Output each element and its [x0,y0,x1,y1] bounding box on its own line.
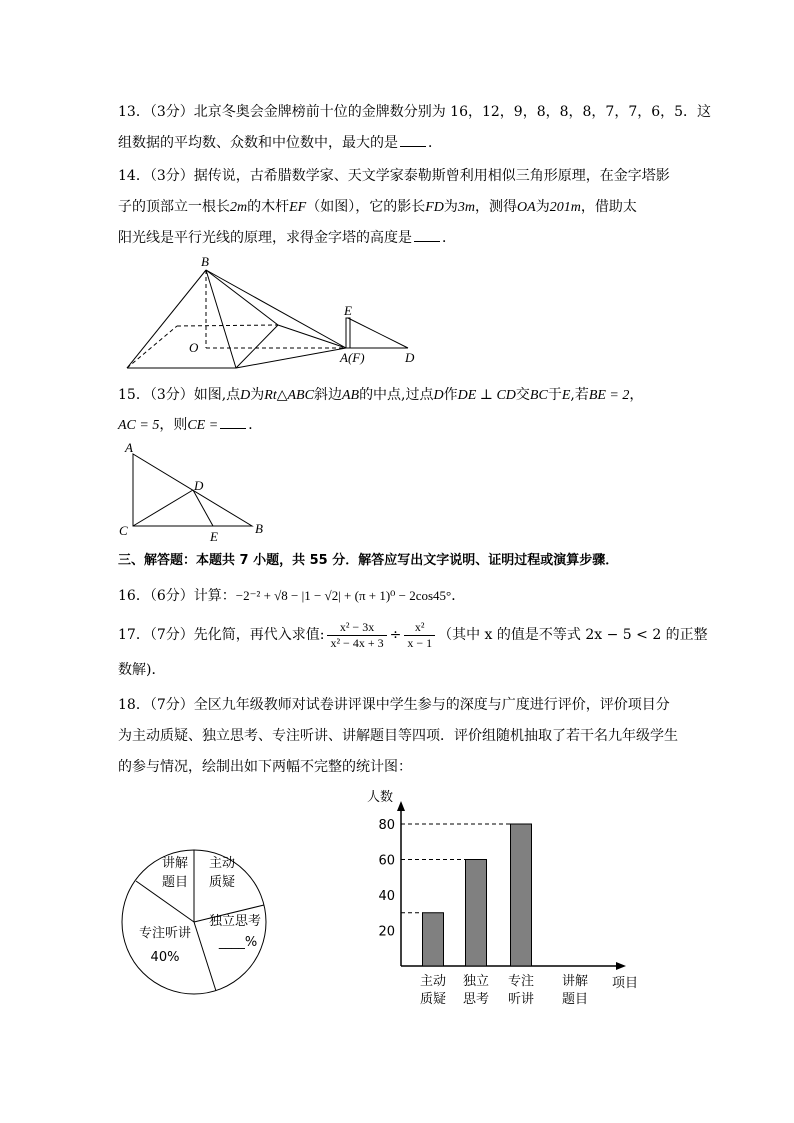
q14-line1: 14．（3分）据传说，古希腊数学家、天文学家泰勒斯曾利用相似三角形原理，在金字塔影 [118,168,670,184]
fig15-label-d: D [194,478,204,493]
pie-label-zhuanzhu-2: 40% [150,950,180,965]
x-tick-label: 讲解 [561,974,589,989]
x-axis-arrow [616,962,626,970]
q15-d2: D [433,388,444,403]
q15-rt: Rt△ABC [264,388,314,403]
q14-text-e: ，测得 [475,199,518,215]
fig15-label-b: B [255,521,263,536]
q14-text-f: 为 [535,199,550,215]
x-tick-label: 质疑 [419,992,447,1007]
q16-end: ． [451,588,466,604]
q17-num1: x² − 3x [327,620,386,636]
pie-label-duli-1: 独立思考 [208,914,262,929]
q16-label: 16．（6分）计算： [118,588,236,604]
pie-label-zhudong-2: 质疑 [208,875,236,890]
q15-ab: AB [341,388,360,403]
q15-bc: BC [529,388,548,403]
q14-ef: EF [289,200,307,215]
q15-text-g: 于 [547,387,562,403]
pie-label-jiangjie-2: 题目 [161,875,189,890]
q16-expression: −2⁻² + √8 − |1 − √2| + (π + 1)⁰ − 2cos45° [235,588,452,603]
q17-num2: x² [404,620,435,636]
q18-line3: 的参与情况，绘制出如下两幅不完整的统计图： [118,759,412,775]
x-tick-label: 题目 [561,992,589,1007]
q14-len-fd: 3m [457,200,476,215]
q14-text-g: ，借助太 [580,199,637,215]
fig14-label-e: E [344,303,352,318]
fig14-label-o: O [189,340,199,355]
q15-e: E [561,388,571,403]
y-tick-label: 20 [378,924,395,940]
q17-line2: 数解)． [118,662,166,678]
q14-text-a: 子的顶部立一根长 [118,199,230,215]
x-tick-label: 听讲 [507,992,535,1007]
q15-text-d: 的中点,过点 [359,387,434,403]
pie-label-duli-2: ____% [218,935,258,950]
q15-cond: DE ⊥ CD [457,388,516,403]
q14-line3-text: 阳光线是平行光线的原理，求得金字塔的高度是 [118,230,412,246]
fig15-label-e: E [210,529,218,544]
y-tick-label: 40 [378,889,395,904]
q14-line3: 阳光线是平行光线的原理，求得金字塔的高度是 ． [118,230,456,246]
q15-text-h: ,若 [570,387,589,403]
q15-ce: CE = [187,418,219,433]
q15-ac: AC = 5 [118,418,160,433]
pie-label-zhudong-1: 主动 [208,856,236,871]
y-tick-label: 80 [378,818,395,833]
fig14-label-b: B [201,254,209,269]
section-3-heading: 三、解答题：本题共 7 小题，共 55 分．解答应写出文字说明、证明过程或演算步骤． [118,553,619,568]
q13-line2-text: 组数据的平均数、众数和中位数中，最大的是 [118,135,398,151]
q15-text-a: 15．（3分）如图,点 [118,387,241,403]
q14-len-oa: 201m [549,200,581,215]
x-tick-label: 独立 [462,974,490,989]
q14-len-ef: 2m [230,200,248,215]
q18-line2: 为主动质疑、独立思考、专注听讲、讲解题目等四项．评价组随机抽取了若干名九年级学生 [118,728,678,744]
q13-line1: 13．（3分）北京冬奥会金牌榜前十位的金牌数分别为 16，12，9，8，8，8，7，7，6，5．这 [118,104,712,120]
q17-den2: x − 1 [407,635,433,650]
q15-text-j: ，则 [159,417,188,433]
q15-be: BE = 2 [588,388,630,403]
q14-text-c: （如图），它的影长 [306,199,426,215]
bar [466,860,487,967]
q14-oa: OA [517,200,536,215]
x-tick-label: 主动 [419,974,447,989]
y-axis-arrow [397,801,405,811]
y-tick-label: 60 [378,853,395,869]
q14-text-b: 的木杆 [247,199,290,215]
x-tick-label: 专注 [507,974,535,989]
q15-text-c: 斜边 [313,387,342,403]
q15-text-e: 作 [443,387,458,403]
q15-text-f: 交 [515,387,530,403]
q17-den1: x² − 4x + 3 [330,635,384,650]
q14-fd: FD [425,200,444,215]
q15-d: D [240,388,251,403]
pie-label-jiangjie-1: 讲解 [161,856,189,871]
q15-text-i: ， [629,387,644,403]
fig15-label-c: C [119,523,128,538]
q17-divide: ÷ [389,627,402,643]
q15-text-k: ． [248,417,263,433]
q14-text-d: 为 [443,199,458,215]
fig14-label-d: D [405,350,415,365]
x-tick-label: 思考 [462,992,490,1007]
x-axis-label: 项目 [612,976,639,991]
q18-line1: 18．（7分）全区九年级教师对试卷讲评课中学生参与的深度与广度进行评价，评价项目分 [118,697,670,713]
bar [423,913,444,966]
q13-line2: 组数据的平均数、众数和中位数中，最大的是 ． [118,135,442,151]
q17-tail: （其中 x 的值是不等式 2x − 5 < 2 的正整 [438,627,708,643]
y-axis-label: 人数 [367,790,394,805]
bar [511,824,532,966]
pie-label-zhuanzhu-1: 专注听讲 [138,926,192,941]
fig14-label-af: A(F) [340,350,365,365]
fig15-label-a: A [125,440,133,455]
q17-label: 17．（7分）先化简，再代入求值: [118,627,325,643]
q15-text-b: 为 [250,387,265,403]
